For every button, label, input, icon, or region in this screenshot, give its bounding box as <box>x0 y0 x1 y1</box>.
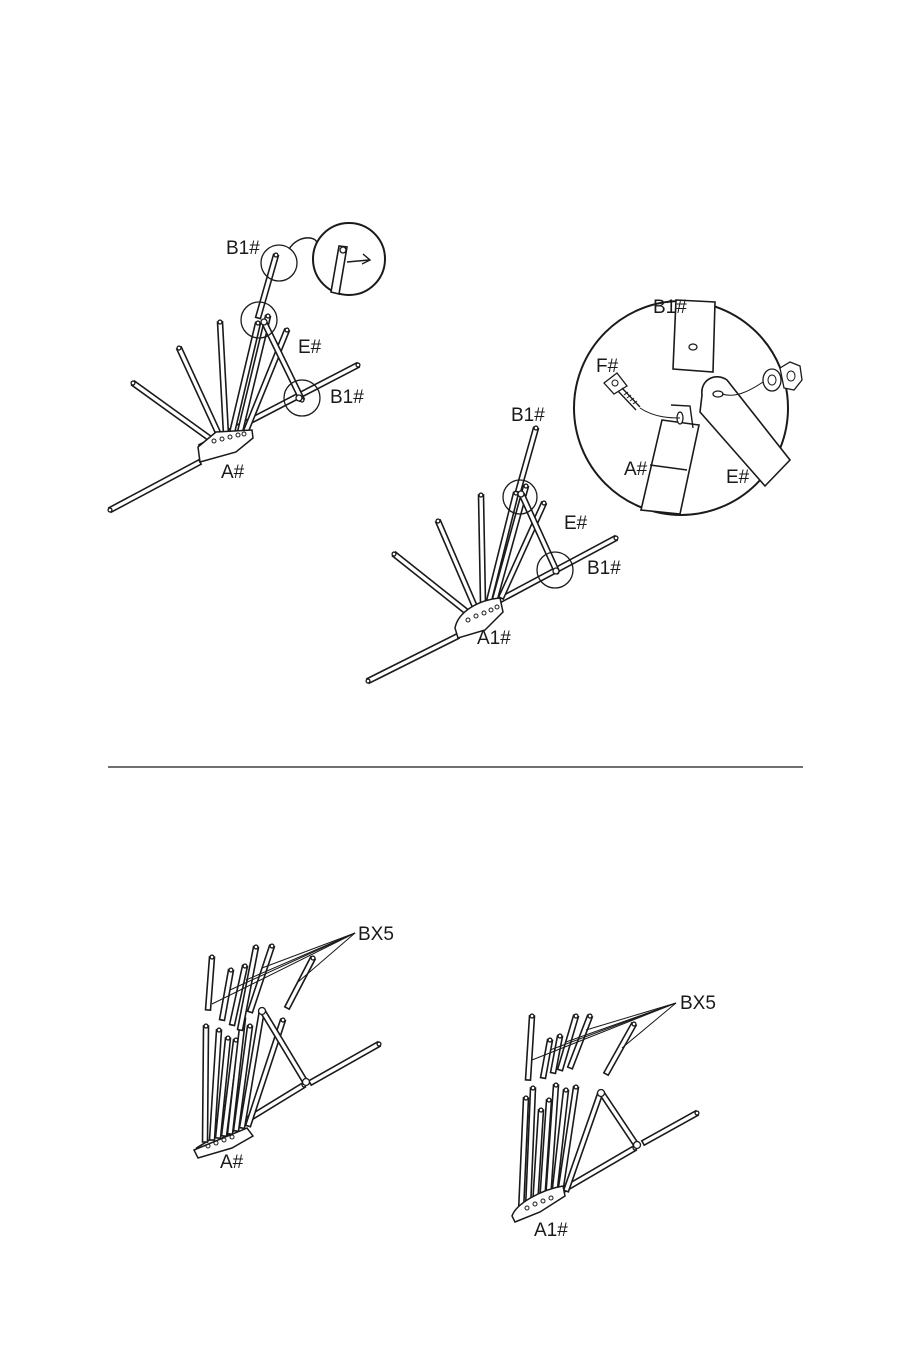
figure-4-extended-frame-a1 <box>512 993 716 1241</box>
fig3-joint-side <box>303 1079 310 1086</box>
detail-label-e: E# <box>726 467 750 488</box>
figure-1-callout-circle-top <box>261 245 297 281</box>
figure-2-label-e: E# <box>564 513 588 534</box>
fig2-rod-fan-4 <box>487 492 519 601</box>
figure-2-label-b1-side: B1# <box>587 558 621 579</box>
fig4-bx5-leader-3 <box>566 1003 676 1042</box>
fig1-rod-fan-2 <box>177 347 223 438</box>
fig1-rod-fan-3 <box>218 322 229 435</box>
figure-1-label-e: E# <box>298 337 322 358</box>
figure-4-label-a1: A1# <box>534 1220 568 1241</box>
figure-4-rods <box>514 1014 699 1220</box>
fig1-rod-fan-2-end <box>177 346 181 350</box>
fig4-rod-upper-1-end <box>530 1014 534 1018</box>
fig3-rod-upper-4-end <box>254 945 258 949</box>
detail-washer <box>763 369 781 391</box>
fig3-rod-upper-6-end <box>311 956 315 960</box>
fig1-joint-upper <box>261 319 267 325</box>
fig2-rod-b1-top-end <box>534 426 538 430</box>
detail-inset-bolt-assembly <box>574 297 802 515</box>
fig2-rod-fan-6-end <box>542 501 546 505</box>
figure-1-label-a: A# <box>221 462 245 483</box>
detail-b1-hole <box>689 344 697 350</box>
figure-1-label-b1-side: B1# <box>330 387 364 408</box>
fig1-rod-fan-6-end <box>285 328 289 332</box>
fig4-rod-lower-1-end <box>524 1096 528 1100</box>
fig4-rod-upper-3-end <box>558 1034 562 1038</box>
figure-3-rods <box>197 944 381 1152</box>
fig4-rod-e-brace <box>599 1091 639 1148</box>
fig4-rod-lower-6-end <box>564 1088 568 1092</box>
fig3-rod-lower-6-end <box>248 1024 252 1028</box>
figure-3-label-bx5: BX5 <box>358 924 394 945</box>
fig3-rod-lower-2-end <box>217 1028 221 1032</box>
fig3-rod-lower-1 <box>203 1026 209 1142</box>
fig4-rod-lower-7-end <box>574 1085 578 1089</box>
detail-nut <box>780 362 802 390</box>
fig2-rod-fan-3-end <box>479 493 483 497</box>
figure-1-zoom-hole <box>340 247 346 253</box>
fig2-rod-fan-2-end <box>436 519 440 523</box>
figure-1-zoom-leader <box>289 238 317 249</box>
fig3-rod-long-right-b-end <box>377 1042 381 1046</box>
detail-label-f: F# <box>596 356 619 377</box>
figure-3-label-a: A# <box>220 1152 244 1173</box>
fig4-rod-lower-2-end <box>531 1086 535 1090</box>
fig4-rod-upper-6 <box>604 1023 636 1075</box>
figure-1-label-b1-top: B1# <box>226 238 260 259</box>
fig3-rod-upper-1 <box>206 957 215 1010</box>
fig1-rod-fan-5-end <box>266 314 270 318</box>
fig1-rod-fan-4-end <box>256 321 260 325</box>
fig1-rod-long-right-end <box>356 363 360 367</box>
fig3-rod-upper-2-end <box>229 968 233 972</box>
fig1-rod-b1-top-end <box>274 253 278 257</box>
fig3-rod-lower-8-end <box>281 1018 285 1022</box>
fig4-joint-side <box>634 1142 641 1149</box>
fig4-rod-long-right-b <box>642 1111 698 1145</box>
fig2-rod-long-left-end <box>366 679 370 683</box>
figure-3-bx5-leader-lines <box>212 933 355 1004</box>
fig1-rod-b1-top <box>256 254 279 318</box>
fig1-rod-long-left <box>109 460 201 512</box>
fig4-rod-lower-4-end <box>547 1098 551 1102</box>
fig1-rod-fan-3-end <box>218 320 222 324</box>
fig3-rod-lower-3-end <box>226 1036 230 1040</box>
detail-e-hole <box>713 391 723 397</box>
fig4-rod-lower-5-end <box>554 1083 558 1087</box>
figure-4-label-bx5: BX5 <box>680 993 716 1014</box>
fig2-joint-upper <box>518 491 524 497</box>
detail-label-b1: B1# <box>653 297 687 318</box>
fig2-rod-long-right-end <box>614 536 618 540</box>
fig4-joint-upper <box>598 1090 605 1097</box>
fig2-rod-fan-5-end <box>524 484 528 488</box>
fig3-rod-upper-6 <box>285 957 315 1009</box>
fig3-rod-upper-3-end <box>243 964 247 968</box>
fig4-rod-long-right-b-end <box>695 1111 699 1115</box>
figure-2-label-a1: A1# <box>477 628 511 649</box>
fig3-rod-upper-5-end <box>270 944 274 948</box>
figure-3-extended-frame-a <box>194 924 394 1173</box>
fig3-rod-long-right-b <box>309 1042 380 1085</box>
fig1-rod-long-left-end <box>108 508 112 512</box>
fig2-rod-b1-top <box>516 427 539 492</box>
fig4-rod-lower-3-end <box>539 1108 543 1112</box>
figure-1-zoom-inset <box>313 223 385 295</box>
fig3-rod-upper-1-end <box>210 955 214 959</box>
fig3-rod-lower-1-end <box>204 1024 208 1028</box>
detail-label-a: A# <box>624 459 648 480</box>
fig2-rod-fan-3 <box>479 495 486 603</box>
fig4-rod-upper-1 <box>526 1016 535 1080</box>
figure-4-bx5-leader-lines <box>532 1003 676 1060</box>
fig2-rod-long-left <box>367 634 459 683</box>
fig4-rod-upper-4-end <box>574 1014 578 1018</box>
fig4-rod-upper-5-end <box>588 1014 592 1018</box>
fig1-rod-fan-1-end <box>131 381 135 385</box>
fig2-joint-side <box>553 568 559 574</box>
fig3-joint-upper <box>259 1008 266 1015</box>
figure-1-frame-a-b1-e-assembly <box>108 223 385 512</box>
fig3-bx5-leader-1 <box>212 933 355 1004</box>
fig4-rod-upper-6-end <box>632 1022 636 1026</box>
fig4-rod-upper-2-end <box>548 1038 552 1042</box>
fig3-bx5-leader-3 <box>246 933 355 980</box>
figure-2-label-b1-top: B1# <box>511 405 545 426</box>
fig2-rod-fan-1-end <box>392 552 396 556</box>
fig1-joint-side <box>296 395 302 401</box>
